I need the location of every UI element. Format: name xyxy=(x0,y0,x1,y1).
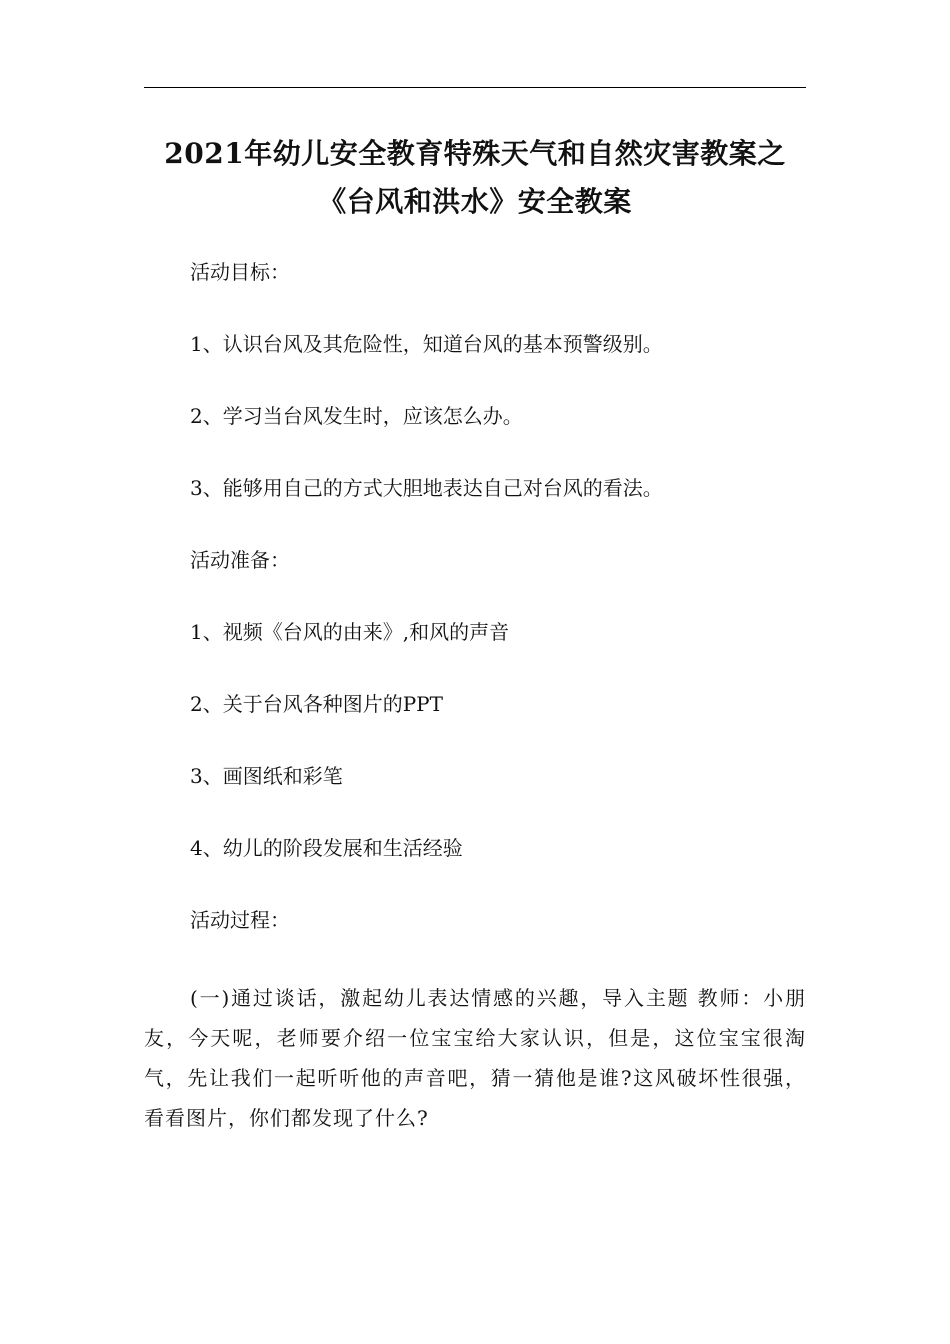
prep-item-4: 4、幼儿的阶段发展和生活经验 xyxy=(190,836,463,860)
goal-item-1: 1、认识台风及其危险性，知道台风的基本预警级别。 xyxy=(190,332,663,356)
header-rule xyxy=(144,87,806,88)
prep-heading: 活动准备： xyxy=(190,548,290,572)
title-line-1: 2021年幼儿安全教育特殊天气和自然灾害教案之 xyxy=(164,137,786,170)
document-title xyxy=(144,130,806,226)
prep-item-3: 3、画图纸和彩笔 xyxy=(190,764,343,788)
goal-item-2: 2、学习当台风发生时，应该怎么办。 xyxy=(190,404,523,428)
prep-item-2: 2、关于台风各种图片的PPT xyxy=(190,692,443,716)
goals-heading: 活动目标： xyxy=(190,260,290,284)
title-line-2: 《台风和洪水》安全教案 xyxy=(318,185,632,218)
prep-item-1: 1、视频《台风的由来》,和风的声音 xyxy=(190,620,510,644)
process-heading: 活动过程： xyxy=(190,908,290,932)
goal-item-3: 3、能够用自己的方式大胆地表达自己对台风的看法。 xyxy=(190,476,663,500)
process-paragraph: (一)通过谈话，激起幼儿表达情感的兴趣，导入主题 教师：小朋友，今天呢，老师要介绍一位宝宝给大家认识，但是，这位宝宝很淘气，先让我们一起听听他的声音吧，猜一猜他是谁?这风破坏性很强，看看图片，你们都发现了什么? xyxy=(144,986,806,1130)
